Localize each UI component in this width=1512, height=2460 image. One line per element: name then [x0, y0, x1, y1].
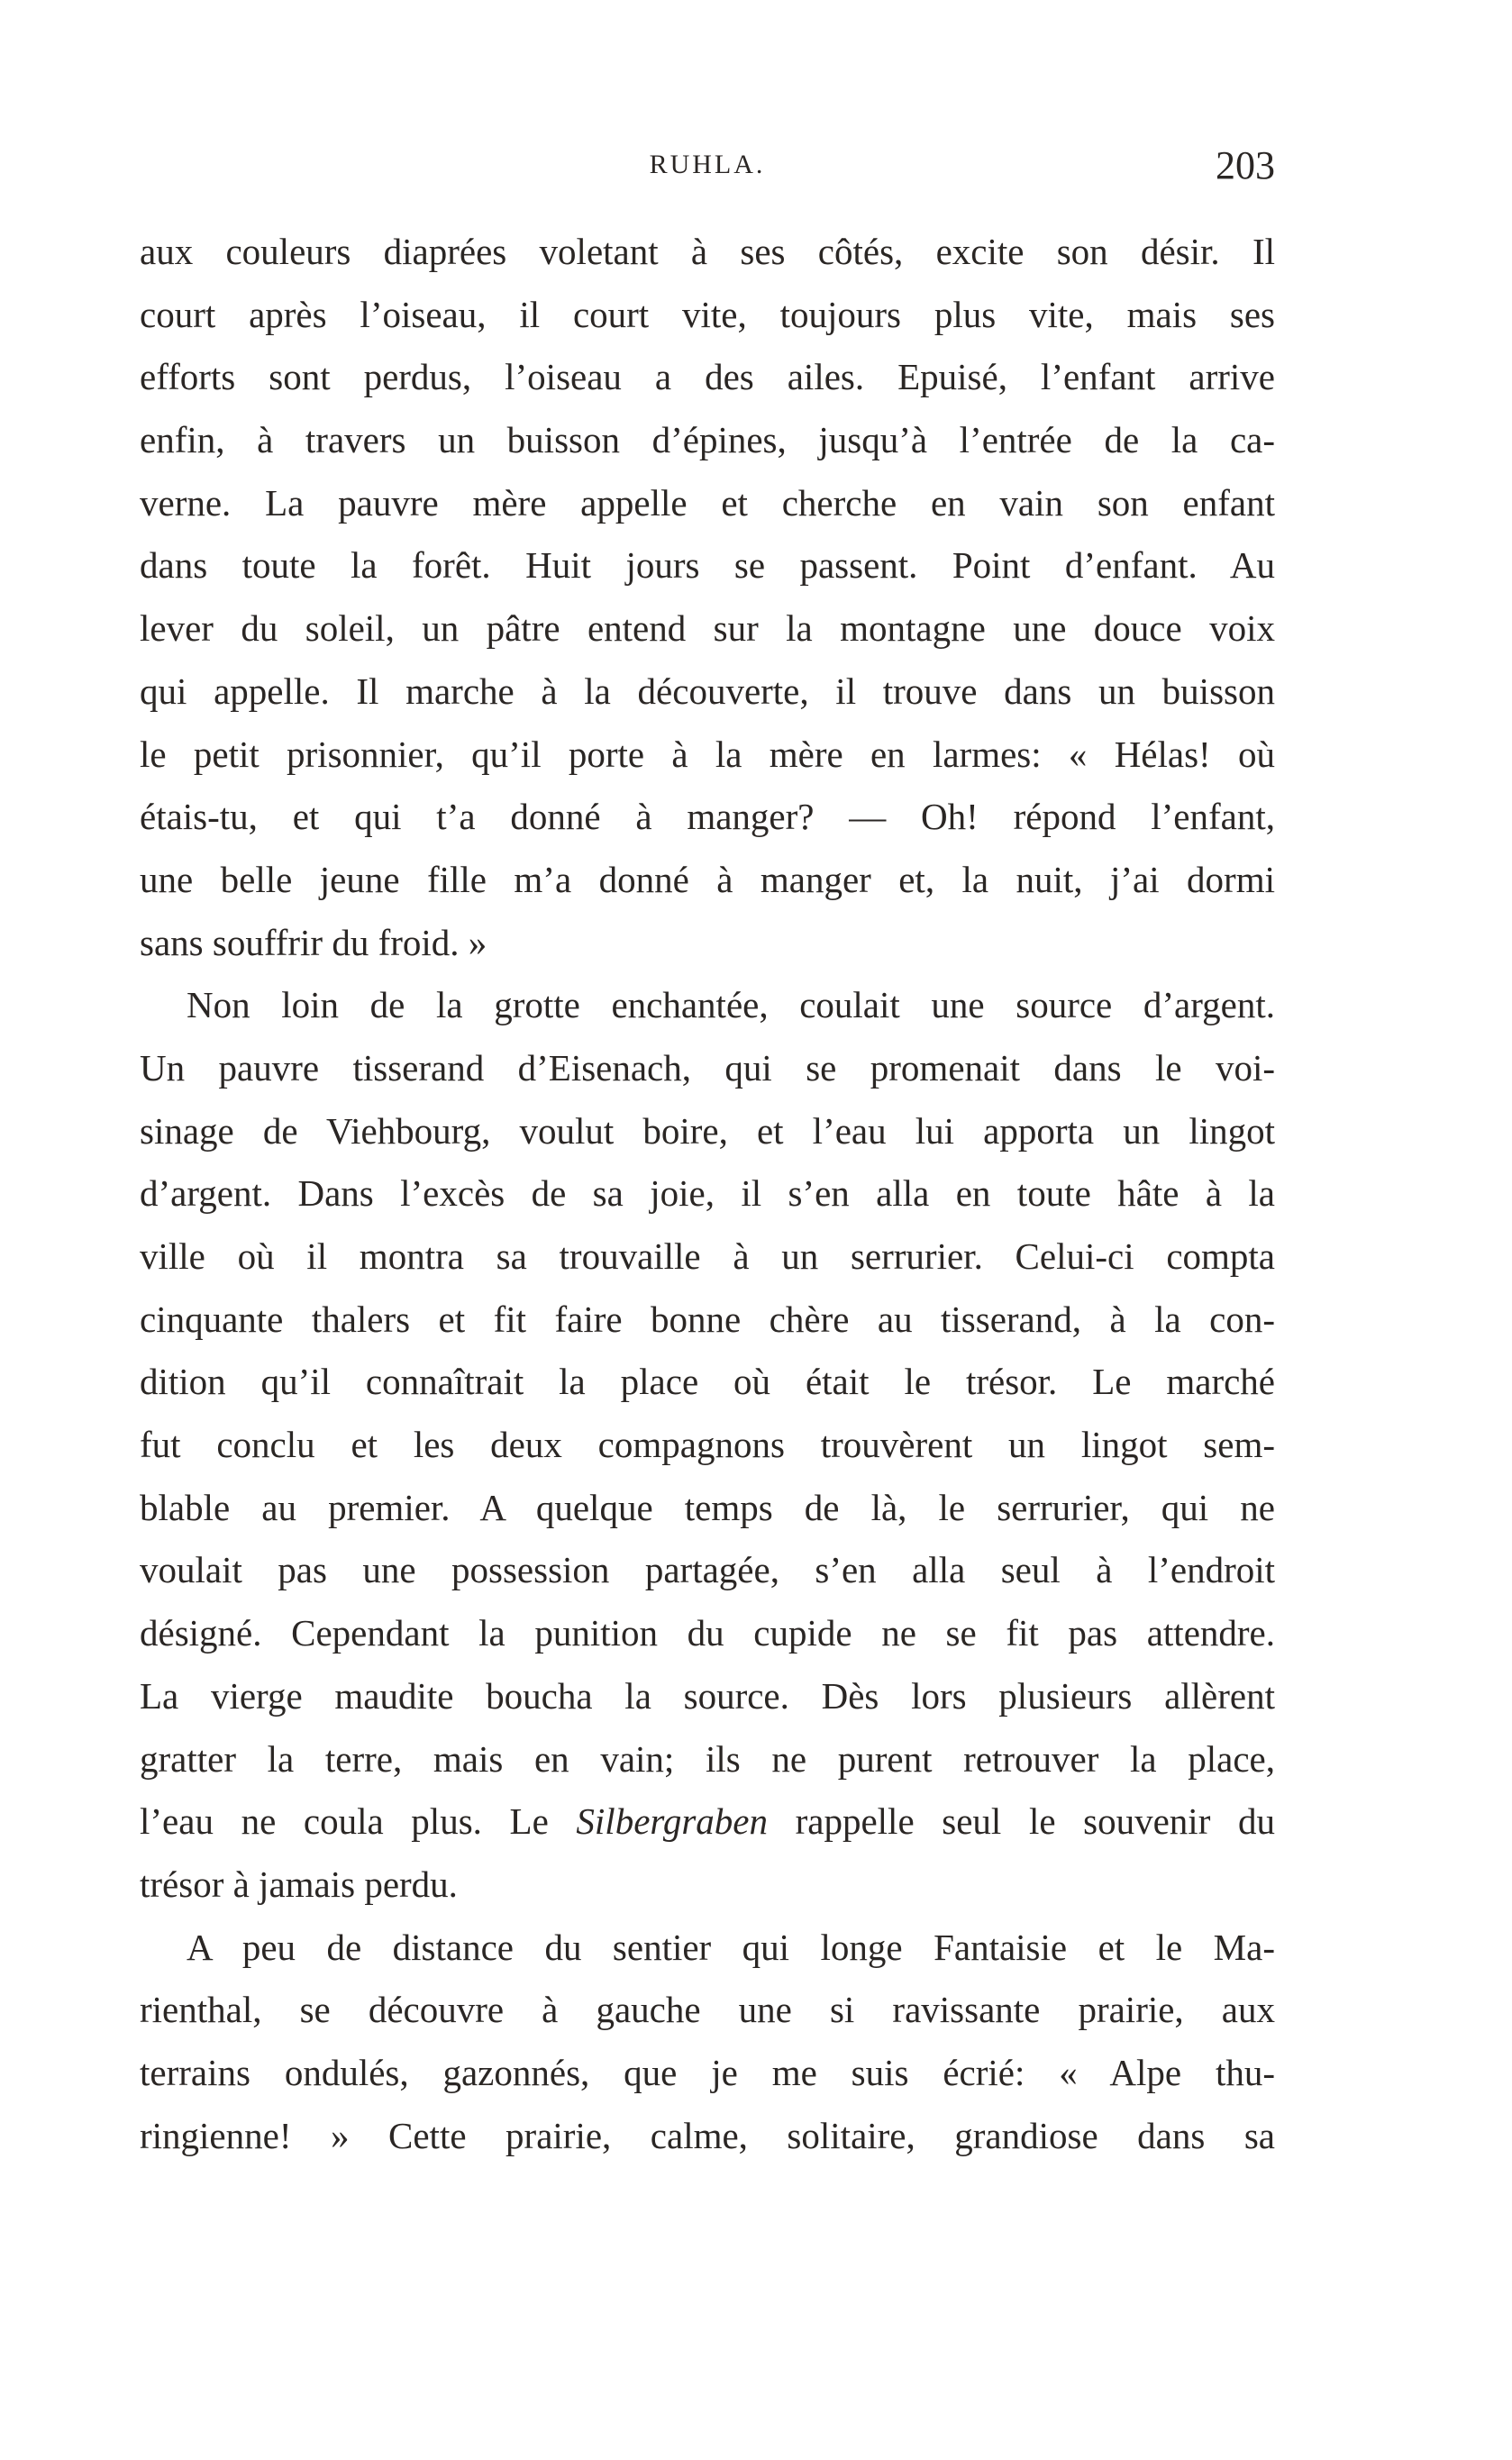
text-line: Un pauvre tisserand d’Eisenach, qui se promenait dans le voi-	[140, 1046, 1275, 1089]
text-line: étais-tu, et qui t’a donné à manger? — Oh! répond l’enfant,	[140, 796, 1275, 838]
text-line: ringienne! » Cette prairie, calme, solitaire, grandiose dans sa	[140, 2114, 1275, 2156]
text-line: rienthal, se découvre à gauche une si ravissante prairie, aux	[140, 1989, 1275, 2031]
text-line: voulait pas une possession partagée, s’en alla seul à l’endroit	[140, 1549, 1275, 1591]
text-line: blable au premier. A quelque temps de là, le serrurier, qui ne	[140, 1486, 1275, 1528]
paragraph	[140, 1917, 1275, 2168]
text-line: une belle jeune fille m’a donné à manger et, la nuit, j’ai dormi	[140, 858, 1275, 900]
text-line: fut conclu et les deux compagnons trouvèrent un lingot sem-	[140, 1424, 1275, 1466]
text-run: rappelle seul le souvenir du	[767, 1800, 1275, 1843]
italic-term: Silbergraben	[576, 1800, 768, 1843]
text-line: cinquante thalers et fit faire bonne chère au tisserand, à la con-	[140, 1298, 1275, 1340]
text-line: Non loin de la grotte enchantée, coulait une source d’argent.	[187, 984, 1275, 1026]
text-line-with-italic	[140, 1790, 1275, 1854]
text-line: enfin, à travers un buisson d’épines, jusqu’à l’entrée de la ca-	[140, 419, 1275, 461]
text-line: qui appelle. Il marche à la découverte, il trouve dans un buisson	[140, 670, 1275, 712]
text-line: lever du soleil, un pâtre entend sur la montagne une douce voix	[140, 607, 1275, 650]
text-line: sans souffrir du froid. »	[140, 921, 487, 963]
text-line: court après l’oiseau, il court vite, toujours plus vite, mais ses	[140, 293, 1275, 335]
text-line: désigné. Cependant la punition du cupide ne se fit pas attendre.	[140, 1612, 1275, 1654]
text-line: ville où il montra sa trouvaille à un serrurier. Celui-ci compta	[140, 1235, 1275, 1277]
text-line: dition qu’il connaîtrait la place où était le trésor. Le marché	[140, 1361, 1275, 1403]
text-line: dans toute la forêt. Huit jours se passent. Point d’enfant. Au	[140, 544, 1275, 587]
text-line: sinage de Viehbourg, voulut boire, et l’eau lui apporta un lingot	[140, 1109, 1275, 1152]
text-line: trésor à jamais perdu.	[140, 1863, 458, 1905]
running-title: RUHLA.	[649, 150, 766, 179]
body-text	[140, 221, 1275, 2167]
text-line: verne. La pauvre mère appelle et cherche en vain son enfant	[140, 481, 1275, 524]
text-line: terrains ondulés, gazonnés, que je me suis écrié: « Alpe thu-	[140, 2051, 1275, 2093]
running-head	[140, 142, 1275, 187]
text-line: A peu de distance du sentier qui longe Fantaisie et le Ma-	[187, 1926, 1275, 1968]
text-line: gratter la terre, mais en vain; ils ne purent retrouver la place,	[140, 1737, 1275, 1780]
text-line: le petit prisonnier, qu’il porte à la mère en larmes: « Hélas! où	[140, 733, 1275, 775]
text-line: aux couleurs diaprées voletant à ses côtés, excite son désir. Il	[140, 231, 1275, 272]
page-number: 203	[1216, 143, 1275, 187]
paragraph	[140, 221, 1275, 974]
text-line: d’argent. Dans l’excès de sa joie, il s’en alla en toute hâte à la	[140, 1172, 1275, 1215]
text-run: l’eau ne coula plus. Le	[140, 1800, 577, 1843]
text-line: La vierge maudite boucha la source. Dès lors plusieurs allèrent	[140, 1674, 1275, 1717]
paragraph	[140, 974, 1275, 1916]
text-line: efforts sont perdus, l’oiseau a des ailes. Epuisé, l’enfant arrive	[140, 356, 1275, 398]
